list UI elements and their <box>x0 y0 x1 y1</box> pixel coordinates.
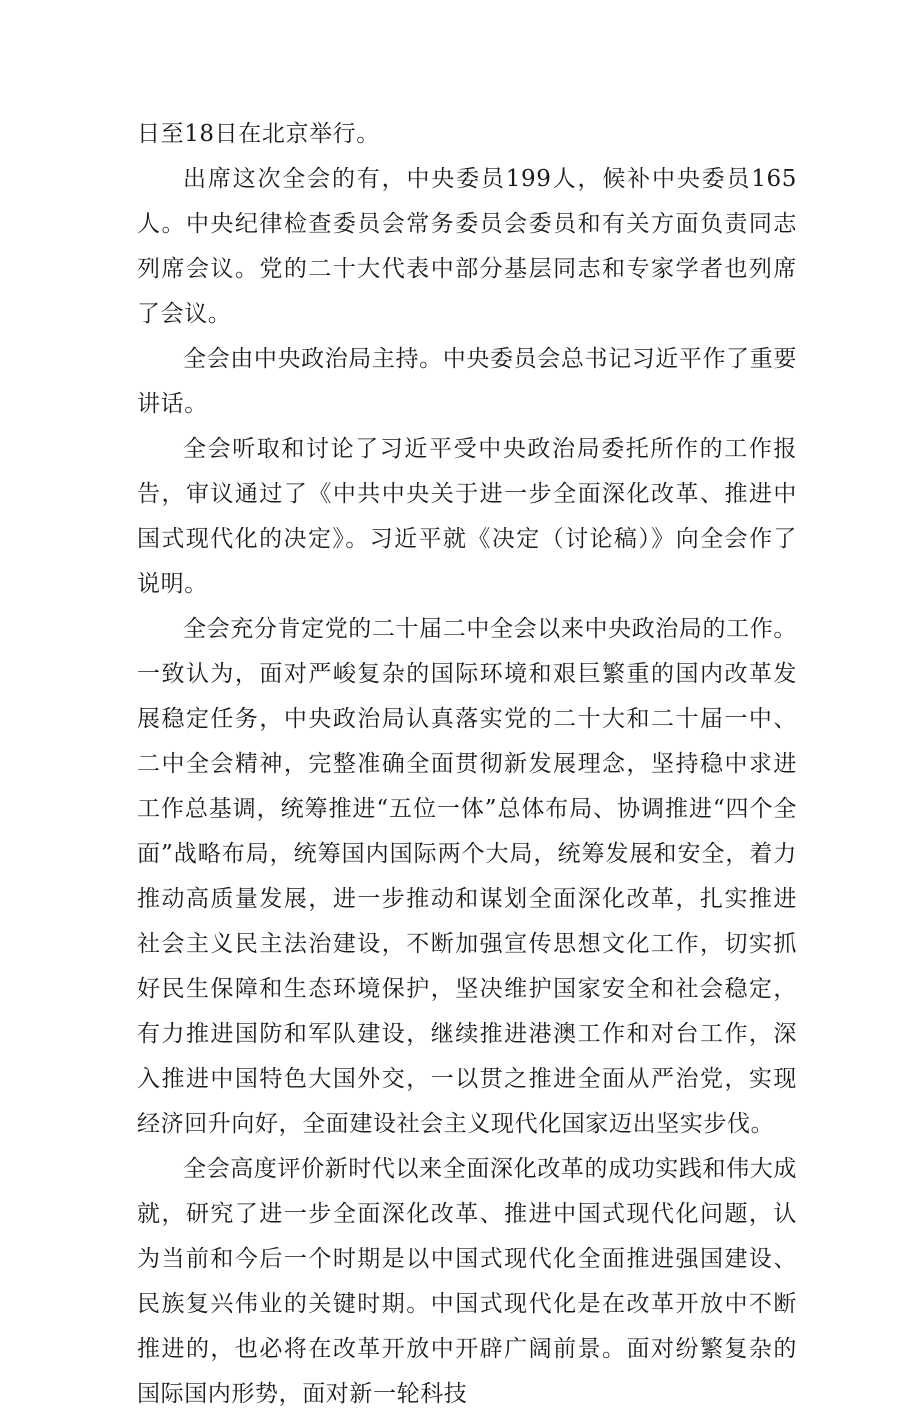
paragraph-evaluation: 全会高度评价新时代以来全面深化改革的成功实践和伟大成就，研究了进一步全面深化改革、推进中国式现代化问题，认为当前和今后一个时期是以中国式现代化全面推进强国建设、民族复兴伟业的关键时期。中国式现代化是在改革开放中不断推进的，也必将在改革开放中开辟广阔前景。面对纷繁复杂的国际国内形势，面对新一轮科技 <box>137 1156 797 1407</box>
paragraph-affirmation: 全会充分肯定党的二十届二中全会以来中央政治局的工作。一致认为，面对严峻复杂的国际环境和艰巨繁重的国内改革发展稳定任务，中央政治局认真落实党的二十大和二十届一中、二中全会精神，完整准确全面贯彻新发展理念，坚持稳中求进工作总基调，统筹推进“五位一体”总体布局、协调推进“四个全面”战略布局，统筹国内国际两个大局，统筹发展和安全，着力推动高质量发展，进一步推动和谋划全面深化改革，扎实推进社会主义民主法治建设，不断加强宣传思想文化工作，切实抓好民生保障和生态环境保护，坚决维护国家安全和社会稳定，有力推进国防和军队建设，继续推进港澳工作和对台工作，深入推进中国特色大国外交，一以贯之推进全面从严治党，实现经济回升向好，全面建设社会主义现代化国家迈出坚实步伐。 <box>137 616 797 1137</box>
paragraph-report: 全会听取和讨论了习近平受中央政治局委托所作的工作报告，审议通过了《中共中央关于进一步全面深化改革、推进中国式现代化的决定》。习近平就《决定（讨论稿）》向全会作了说明。 <box>137 436 797 597</box>
document-body <box>137 112 797 1417</box>
paragraph-attendance: 出席这次全会的有，中央委员199人，候补中央委员165人。中央纪律检查委员会常务委员会委员和有关方面负责同志列席会议。党的二十大代表中部分基层同志和专家学者也列席了会议。 <box>137 166 797 327</box>
paragraph-presiding: 全会由中央政治局主持。中央委员会总书记习近平作了重要讲话。 <box>137 346 797 417</box>
paragraph-continuation: 日至18日在北京举行。 <box>137 121 380 147</box>
